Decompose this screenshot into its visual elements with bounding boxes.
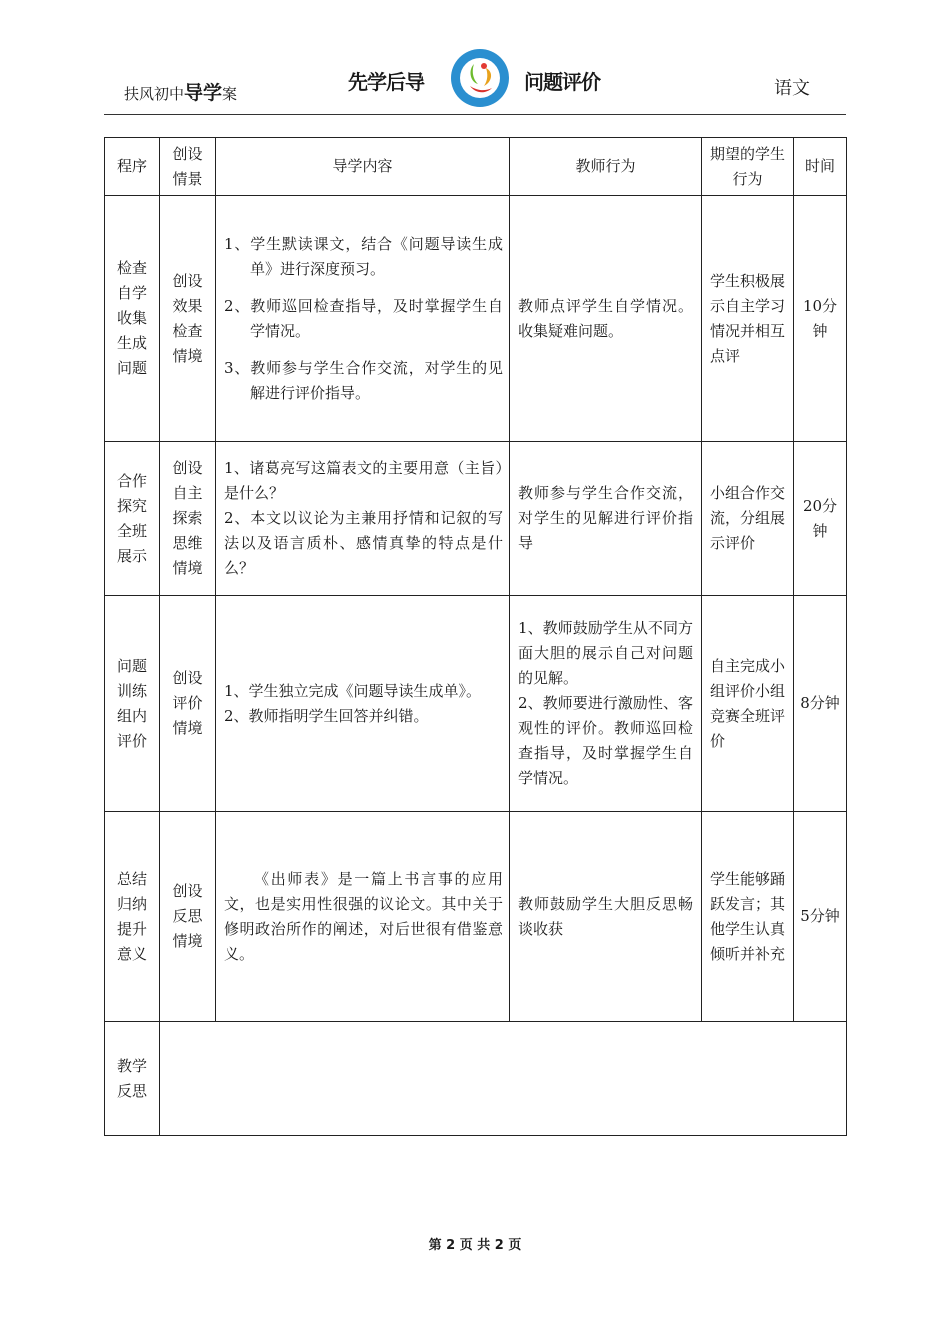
time-cell: 10分钟 bbox=[794, 196, 847, 442]
content-item: 2、教师指明学生回答并纠错。 bbox=[224, 706, 429, 725]
time-cell: 20分钟 bbox=[794, 442, 847, 596]
subject-label: 语文 bbox=[774, 78, 810, 99]
header-time: 时间 bbox=[794, 138, 847, 196]
content-item: 3、教师参与学生合作交流，对学生的见解进行评价指导。 bbox=[224, 358, 503, 402]
scene-cell: 创设评价情境 bbox=[160, 596, 216, 812]
school-title-suffix: 案 bbox=[222, 85, 238, 103]
header-teacher: 教师行为 bbox=[510, 138, 702, 196]
teacher-item: 1、教师鼓励学生从不同方面大胆的展示自己对问题的见解。 bbox=[518, 619, 693, 687]
teacher-cell bbox=[510, 596, 702, 812]
teacher-item: 2、教师要进行激励性、客观性的评价。教师巡回检查指导，及时掌握学生自学情况。 bbox=[518, 694, 693, 787]
header-scene: 创设情景 bbox=[160, 138, 216, 196]
student-cell: 小组合作交流，分组展示评价 bbox=[702, 442, 794, 596]
lesson-plan-table bbox=[104, 137, 847, 1136]
scene-cell: 创设反思情境 bbox=[160, 812, 216, 1022]
page-number: 第 2 页 共 2 页 bbox=[428, 1238, 522, 1253]
slogan-right: 问题评价 bbox=[524, 70, 600, 94]
reflection-area bbox=[160, 1022, 847, 1136]
table-header-row bbox=[105, 138, 847, 196]
student-cell: 学生积极展示自主学习情况并相互点评 bbox=[702, 196, 794, 442]
student-cell: 学生能够踊跃发言；其他学生认真倾听并补充 bbox=[702, 812, 794, 1022]
table-row bbox=[105, 442, 847, 596]
school-title bbox=[124, 78, 237, 105]
table-row bbox=[105, 196, 847, 442]
student-cell: 自主完成小组评价小组竞赛全班评价 bbox=[702, 596, 794, 812]
content-item: 2、本文以议论为主兼用抒情和记叙的写法以及语言质朴、感情真挚的特点是什么？ bbox=[224, 509, 503, 577]
header-step: 程序 bbox=[105, 138, 160, 196]
scene-cell: 创设自主探索思维情境 bbox=[160, 442, 216, 596]
content-item: 《出师表》是一篇上书言事的应用文，也是实用性很强的议论文。其中关于修明政治所作的阐述，对后世很有借鉴意义。 bbox=[224, 869, 503, 963]
teacher-cell: 教师点评学生自学情况。收集疑难问题。 bbox=[510, 196, 702, 442]
content-cell bbox=[216, 812, 510, 1022]
school-title-bold: 导学 bbox=[184, 82, 223, 104]
table-row bbox=[105, 812, 847, 1022]
time-cell: 5分钟 bbox=[794, 812, 847, 1022]
school-name: 扶风初中 bbox=[124, 85, 185, 103]
header-student: 期望的学生行为 bbox=[702, 138, 794, 196]
step-cell: 问题训练组内评价 bbox=[105, 596, 160, 812]
school-logo bbox=[440, 48, 520, 108]
header-content: 导学内容 bbox=[216, 138, 510, 196]
slogan-left: 先学后导 bbox=[348, 70, 424, 94]
table-row bbox=[105, 596, 847, 812]
content-cell bbox=[216, 442, 510, 596]
content-cell bbox=[216, 596, 510, 812]
content-item: 2、教师巡回检查指导，及时掌握学生自学情况。 bbox=[224, 296, 503, 340]
content-item: 1、学生独立完成《问题导读生成单》。 bbox=[224, 681, 482, 700]
teacher-cell: 教师参与学生合作交流，对学生的见解进行评价指导 bbox=[510, 442, 702, 596]
teacher-cell: 教师鼓励学生大胆反思畅谈收获 bbox=[510, 812, 702, 1022]
scene-cell: 创设效果检查情境 bbox=[160, 196, 216, 442]
reflection-row bbox=[105, 1022, 847, 1136]
content-item: 1、诸葛亮写这篇表文的主要用意（主旨）是什么？ bbox=[224, 459, 503, 502]
step-cell: 总结归纳提升意义 bbox=[105, 812, 160, 1022]
page-header bbox=[104, 48, 846, 115]
time-cell: 8分钟 bbox=[794, 596, 847, 812]
content-item: 1、学生默读课文，结合《问题导读生成单》进行深度预习。 bbox=[224, 234, 503, 278]
content-cell bbox=[216, 196, 510, 442]
reflection-label: 教学反思 bbox=[105, 1022, 160, 1136]
step-cell: 合作探究全班展示 bbox=[105, 442, 160, 596]
step-cell: 检查自学收集生成问题 bbox=[105, 196, 160, 442]
